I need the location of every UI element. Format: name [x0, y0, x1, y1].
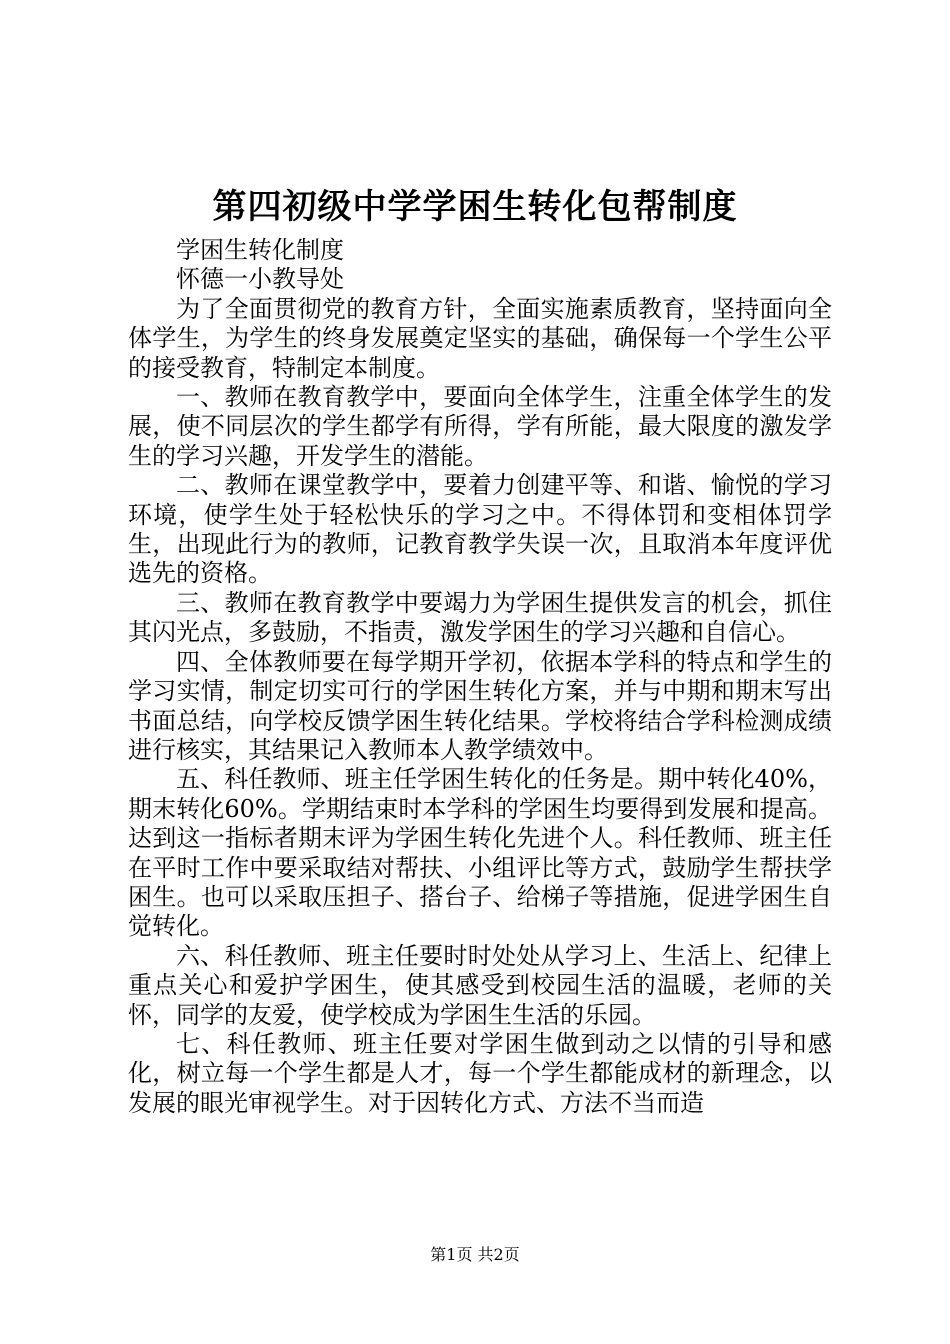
document-body — [128, 236, 832, 1118]
paragraph-6: 六、科任教师、班主任要时时处处从学习上、生活上、纪律上重点关心和爱护学困生，使其感受到校园生活的温暖，老师的关怀，同学的友爱，使学校成为学困生生活的乐园。 — [128, 941, 832, 1029]
paragraph-intro: 为了全面贯彻党的教育方针，全面实施素质教育，坚持面向全体学生，为学生的终身发展奠定坚实的基础，确保每一个学生公平的接受教育，特制定本制度。 — [128, 294, 832, 382]
paragraph-5: 五、科任教师、班主任学困生转化的任务是。期中转化40%，期末转化60%。学期结束时本学科的学困生均要得到发展和提高。达到这一指标者期末评为学困生转化先进个人。科任教师、班主任在平时工作中要采取结对帮扶、小组评比等方式，鼓励学生帮扶学困生。也可以采取压担子、搭台子、给梯子等措施，促进学困生自觉转化。 — [128, 765, 832, 941]
paragraph-3: 三、教师在教育教学中要竭力为学困生提供发言的机会，抓住其闪光点，多鼓励，不指责，激发学困生的学习兴趣和自信心。 — [128, 588, 832, 647]
document-subtitle: 学困生转化制度 — [176, 236, 344, 264]
document-author: 怀德一小教导处 — [176, 265, 344, 294]
paragraph-4: 四、全体教师要在每学期开学初，依据本学科的特点和学生的学习实情，制定切实可行的学困生转化方案，并与中期和期末写出书面总结，向学校反馈学困生转化结果。学校将结合学科检测成绩进行核实，其结果记入教师本人教学绩效中。 — [128, 647, 832, 764]
paragraph-2: 二、教师在课堂教学中，要着力创建平等、和谐、愉悦的学习环境，使学生处于轻松快乐的学习之中。不得体罚和变相体罚学生，出现此行为的教师，记教育教学失误一次，且取消本年度评优选先的资格。 — [128, 471, 832, 588]
document-title: 第四初级中学学困生转化包帮制度 — [212, 187, 738, 227]
paragraph-1: 一、教师在教育教学中，要面向全体学生，注重全体学生的发展，使不同层次的学生都学有所得，学有所能，最大限度的激发学生的学习兴趣，开发学生的潜能。 — [128, 383, 832, 470]
paragraph-7: 七、科任教师、班主任要对学困生做到动之以情的引导和感化，树立每一个学生都是人才，每一个学生都能成材的新理念，以发展的眼光审视学生。对于因转化方式、方法不当而造 — [128, 1029, 832, 1117]
page-number-footer: 第1页 共2页 — [430, 1245, 520, 1264]
